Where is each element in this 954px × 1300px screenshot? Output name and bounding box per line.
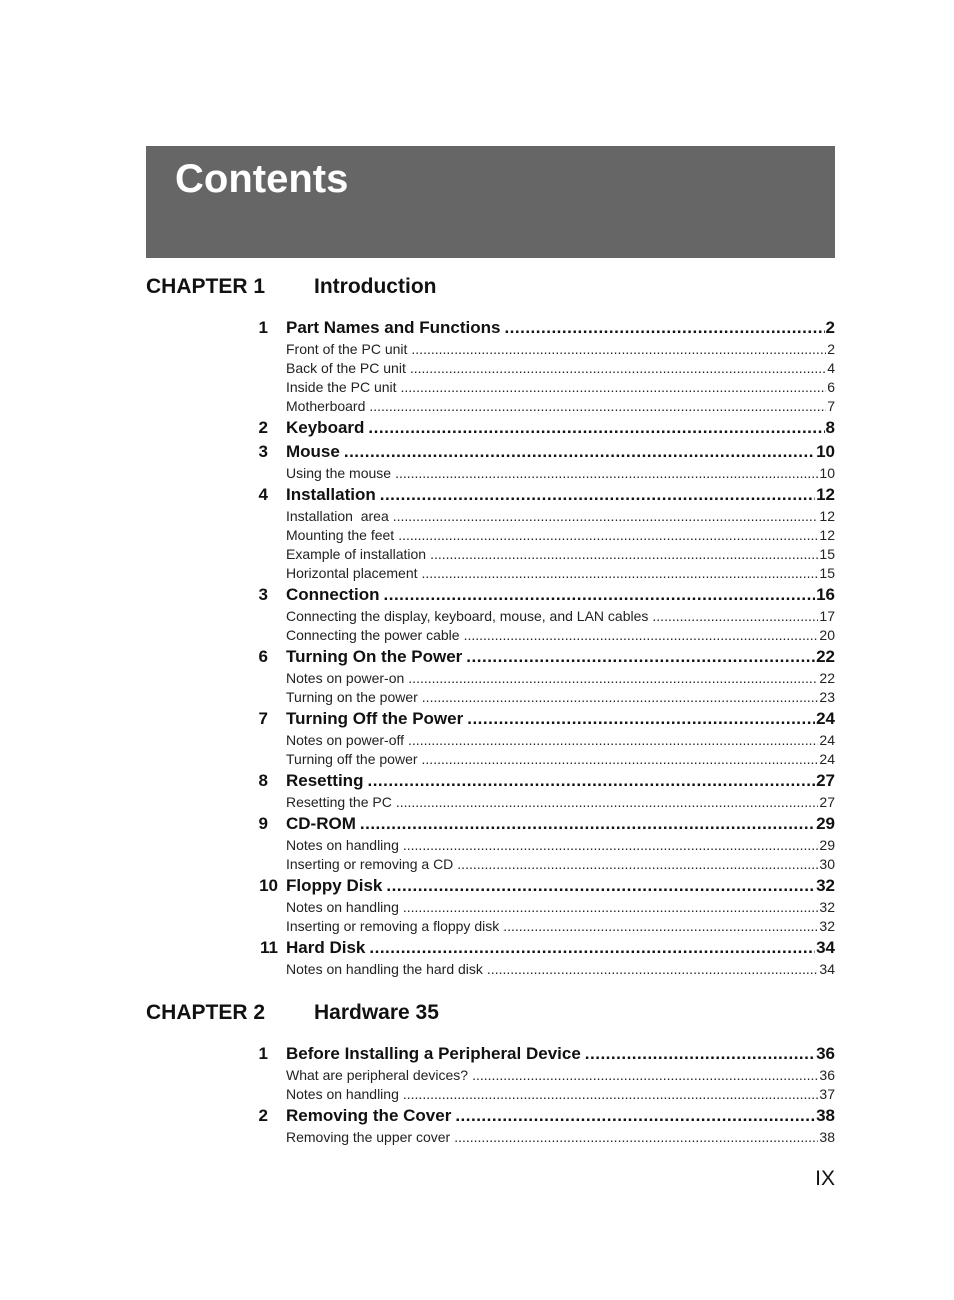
section-number: 11 bbox=[260, 938, 278, 957]
subsection-title: Notes on power-off bbox=[286, 732, 405, 748]
section-number: 2 bbox=[258, 418, 268, 437]
toc-section-entry bbox=[256, 583, 835, 607]
section-title: Before Installing a Peripheral Device bbox=[286, 1044, 581, 1063]
subsection-line bbox=[286, 397, 835, 416]
subsection-title: Notes on handling the hard disk bbox=[286, 961, 483, 977]
toc-subsection-entry bbox=[256, 397, 835, 416]
section-number: 4 bbox=[258, 485, 268, 504]
section-line bbox=[286, 707, 835, 731]
subsection-page-number: 6 bbox=[827, 379, 835, 395]
subsection-line bbox=[286, 731, 835, 750]
subsection-line bbox=[286, 378, 835, 397]
toc-section-entry bbox=[256, 936, 835, 960]
subsection-page-number: 15 bbox=[819, 546, 835, 562]
dot-leader bbox=[403, 1085, 819, 1104]
section-title: Connection bbox=[286, 585, 380, 604]
dot-leader bbox=[408, 669, 818, 688]
dot-leader bbox=[466, 645, 815, 669]
chapter-label: CHAPTER 1 bbox=[146, 275, 266, 298]
toc-subsection-entry bbox=[256, 507, 835, 526]
toc-subsection-entry bbox=[256, 731, 835, 750]
section-number: 7 bbox=[258, 709, 268, 728]
section-page-number: 8 bbox=[825, 418, 835, 437]
dot-leader bbox=[369, 936, 815, 960]
toc-subsection-entry bbox=[256, 607, 835, 626]
subsection-line bbox=[286, 688, 835, 707]
subsection-title: Connecting the display, keyboard, mouse, and LAN cables bbox=[286, 608, 649, 624]
toc-section-entry bbox=[256, 440, 835, 464]
subsection-page-number: 10 bbox=[819, 465, 835, 481]
dot-leader bbox=[430, 545, 818, 564]
subsection-title: Installation area bbox=[286, 508, 389, 524]
toc-subsection-entry bbox=[256, 1128, 835, 1147]
section-title: Turning Off the Power bbox=[286, 709, 464, 728]
chapter-2-heading bbox=[146, 999, 835, 1027]
toc-section-entry bbox=[256, 769, 835, 793]
dot-leader bbox=[396, 793, 819, 812]
dot-leader bbox=[384, 583, 816, 607]
chapter-2-toc bbox=[256, 1042, 835, 1147]
toc-subsection-entry bbox=[256, 1066, 835, 1085]
page-number: IX bbox=[815, 1167, 835, 1190]
subsection-title: Turning off the power bbox=[286, 751, 418, 767]
subsection-title: Mounting the feet bbox=[286, 527, 395, 543]
dot-leader bbox=[464, 626, 819, 645]
subsection-line bbox=[286, 340, 835, 359]
section-page-number: 27 bbox=[816, 771, 835, 790]
toc-subsection-entry bbox=[256, 836, 835, 855]
toc-subsection-entry bbox=[256, 378, 835, 397]
toc-section-entry bbox=[256, 707, 835, 731]
toc-subsection-entry bbox=[256, 1085, 835, 1104]
toc-subsection-entry bbox=[256, 960, 835, 979]
subsection-line bbox=[286, 607, 835, 626]
subsection-line bbox=[286, 836, 835, 855]
dot-leader bbox=[395, 464, 818, 483]
subsection-page-number: 23 bbox=[819, 689, 835, 705]
toc-section-entry bbox=[256, 483, 835, 507]
section-number: 1 bbox=[258, 318, 268, 337]
toc-subsection-entry bbox=[256, 464, 835, 483]
subsection-title: Motherboard bbox=[286, 398, 366, 414]
section-number: 8 bbox=[258, 771, 268, 790]
dot-leader bbox=[403, 898, 819, 917]
subsection-page-number: 17 bbox=[819, 608, 835, 624]
dot-leader bbox=[487, 960, 819, 979]
toc-section-entry bbox=[256, 874, 835, 898]
dot-leader bbox=[368, 416, 824, 440]
subsection-line bbox=[286, 564, 835, 583]
dot-leader bbox=[457, 855, 818, 874]
subsection-line bbox=[286, 545, 835, 564]
section-page-number: 10 bbox=[816, 442, 835, 461]
section-page-number: 38 bbox=[816, 1106, 835, 1125]
toc-subsection-entry bbox=[256, 669, 835, 688]
section-page-number: 2 bbox=[825, 318, 835, 337]
toc-section-entry bbox=[256, 416, 835, 440]
dot-leader bbox=[411, 340, 826, 359]
subsection-title: Inserting or removing a CD bbox=[286, 856, 454, 872]
subsection-line bbox=[286, 917, 835, 936]
toc-subsection-entry bbox=[256, 898, 835, 917]
section-line bbox=[286, 1104, 835, 1128]
subsection-line bbox=[286, 1066, 835, 1085]
section-line bbox=[286, 483, 835, 507]
subsection-title: Example of installation bbox=[286, 546, 427, 562]
section-title: CD-ROM bbox=[286, 814, 356, 833]
subsection-page-number: 38 bbox=[819, 1129, 835, 1145]
section-title: Mouse bbox=[286, 442, 340, 461]
section-title: Keyboard bbox=[286, 418, 365, 437]
subsection-title: Turning on the power bbox=[286, 689, 418, 705]
section-page-number: 22 bbox=[816, 647, 835, 666]
dot-leader bbox=[380, 483, 815, 507]
subsection-title: Notes on handling bbox=[286, 837, 399, 853]
toc-section-entry bbox=[256, 1042, 835, 1066]
subsection-page-number: 34 bbox=[819, 961, 835, 977]
section-page-number: 34 bbox=[816, 938, 835, 957]
subsection-page-number: 36 bbox=[819, 1067, 835, 1083]
dot-leader bbox=[408, 731, 818, 750]
section-title: Floppy Disk bbox=[286, 876, 383, 895]
dot-leader bbox=[422, 750, 819, 769]
subsection-line bbox=[286, 1085, 835, 1104]
section-number: 2 bbox=[258, 1106, 268, 1125]
section-page-number: 36 bbox=[816, 1044, 835, 1063]
subsection-page-number: 24 bbox=[819, 732, 835, 748]
toc-section-entry bbox=[256, 812, 835, 836]
dot-leader bbox=[422, 688, 819, 707]
subsection-line bbox=[286, 669, 835, 688]
subsection-page-number: 4 bbox=[827, 360, 835, 376]
section-line bbox=[286, 440, 835, 464]
section-line bbox=[286, 1042, 835, 1066]
dot-leader bbox=[344, 440, 815, 464]
subsection-line bbox=[286, 626, 835, 645]
toc-subsection-entry bbox=[256, 626, 835, 645]
subsection-title: What are peripheral devices? bbox=[286, 1067, 469, 1083]
dot-leader bbox=[585, 1042, 815, 1066]
page-title: Contents bbox=[175, 157, 349, 201]
section-page-number: 29 bbox=[816, 814, 835, 833]
subsection-line bbox=[286, 898, 835, 917]
section-line bbox=[286, 874, 835, 898]
dot-leader bbox=[369, 397, 826, 416]
section-page-number: 32 bbox=[816, 876, 835, 895]
dot-leader bbox=[467, 707, 815, 731]
subsection-title: Front of the PC unit bbox=[286, 341, 408, 357]
dot-leader bbox=[454, 1128, 818, 1147]
subsection-page-number: 20 bbox=[819, 627, 835, 643]
dot-leader bbox=[455, 1104, 815, 1128]
subsection-title: Inserting or removing a floppy disk bbox=[286, 918, 500, 934]
subsection-line bbox=[286, 855, 835, 874]
section-line bbox=[286, 769, 835, 793]
dot-leader bbox=[410, 359, 826, 378]
subsection-line bbox=[286, 526, 835, 545]
section-page-number: 12 bbox=[816, 485, 835, 504]
toc-subsection-entry bbox=[256, 750, 835, 769]
toc-section-entry bbox=[256, 1104, 835, 1128]
subsection-title: Resetting the PC bbox=[286, 794, 392, 810]
toc-subsection-entry bbox=[256, 359, 835, 378]
section-number: 3 bbox=[258, 585, 268, 604]
subsection-page-number: 15 bbox=[819, 565, 835, 581]
dot-leader bbox=[367, 769, 815, 793]
section-number: 1 bbox=[258, 1044, 268, 1063]
dot-leader bbox=[360, 812, 815, 836]
dot-leader bbox=[503, 917, 818, 936]
section-title: Resetting bbox=[286, 771, 364, 790]
subsection-page-number: 2 bbox=[827, 341, 835, 357]
section-line bbox=[286, 316, 835, 340]
section-number: 3 bbox=[258, 442, 268, 461]
subsection-page-number: 32 bbox=[819, 918, 835, 934]
subsection-title: Notes on handling bbox=[286, 1086, 399, 1102]
subsection-page-number: 24 bbox=[819, 751, 835, 767]
subsection-title: Notes on power-on bbox=[286, 670, 405, 686]
section-line bbox=[286, 583, 835, 607]
subsection-page-number: 7 bbox=[827, 398, 835, 414]
section-line bbox=[286, 416, 835, 440]
subsection-page-number: 27 bbox=[819, 794, 835, 810]
subsection-line bbox=[286, 1128, 835, 1147]
toc-subsection-entry bbox=[256, 526, 835, 545]
section-number: 6 bbox=[258, 647, 268, 666]
toc-subsection-entry bbox=[256, 564, 835, 583]
section-title: Installation bbox=[286, 485, 376, 504]
chapter-label: CHAPTER 2 bbox=[146, 1001, 266, 1024]
section-number: 10 bbox=[259, 876, 278, 895]
toc-subsection-entry bbox=[256, 340, 835, 359]
subsection-line bbox=[286, 960, 835, 979]
subsection-line bbox=[286, 507, 835, 526]
toc-subsection-entry bbox=[256, 917, 835, 936]
toc-section-entry bbox=[256, 645, 835, 669]
subsection-page-number: 12 bbox=[819, 508, 835, 524]
section-number: 9 bbox=[258, 814, 268, 833]
section-page-number: 16 bbox=[816, 585, 835, 604]
section-line bbox=[286, 936, 835, 960]
section-title: Turning On the Power bbox=[286, 647, 463, 666]
chapter-title: Hardware 35 bbox=[314, 1001, 439, 1024]
toc-subsection-entry bbox=[256, 793, 835, 812]
dot-leader bbox=[652, 607, 818, 626]
subsection-page-number: 32 bbox=[819, 899, 835, 915]
subsection-page-number: 22 bbox=[819, 670, 835, 686]
section-page-number: 24 bbox=[816, 709, 835, 728]
dot-leader bbox=[472, 1066, 818, 1085]
subsection-line bbox=[286, 793, 835, 812]
subsection-page-number: 29 bbox=[819, 837, 835, 853]
dot-leader bbox=[398, 526, 818, 545]
toc-section-entry bbox=[256, 316, 835, 340]
subsection-line bbox=[286, 464, 835, 483]
subsection-page-number: 12 bbox=[819, 527, 835, 543]
section-title: Part Names and Functions bbox=[286, 318, 501, 337]
subsection-title: Notes on handling bbox=[286, 899, 399, 915]
chapter-1-toc bbox=[256, 316, 835, 979]
dot-leader bbox=[386, 874, 815, 898]
toc-subsection-entry bbox=[256, 688, 835, 707]
subsection-title: Removing the upper cover bbox=[286, 1129, 451, 1145]
section-title: Removing the Cover bbox=[286, 1106, 452, 1125]
dot-leader bbox=[393, 507, 819, 526]
section-line bbox=[286, 645, 835, 669]
subsection-title: Connecting the power cable bbox=[286, 627, 460, 643]
section-line bbox=[286, 812, 835, 836]
subsection-title: Horizontal placement bbox=[286, 565, 418, 581]
dot-leader bbox=[401, 378, 827, 397]
subsection-title: Inside the PC unit bbox=[286, 379, 397, 395]
subsection-line bbox=[286, 750, 835, 769]
section-title: Hard Disk bbox=[286, 938, 366, 957]
toc-subsection-entry bbox=[256, 545, 835, 564]
chapter-1-heading bbox=[146, 273, 835, 301]
subsection-title: Back of the PC unit bbox=[286, 360, 406, 376]
subsection-line bbox=[286, 359, 835, 378]
chapter-title: Introduction bbox=[314, 275, 437, 298]
subsection-title: Using the mouse bbox=[286, 465, 392, 481]
toc-subsection-entry bbox=[256, 855, 835, 874]
contents-banner bbox=[146, 146, 835, 258]
dot-leader bbox=[403, 836, 819, 855]
subsection-page-number: 30 bbox=[819, 856, 835, 872]
dot-leader bbox=[422, 564, 819, 583]
subsection-page-number: 37 bbox=[819, 1086, 835, 1102]
dot-leader bbox=[504, 316, 824, 340]
